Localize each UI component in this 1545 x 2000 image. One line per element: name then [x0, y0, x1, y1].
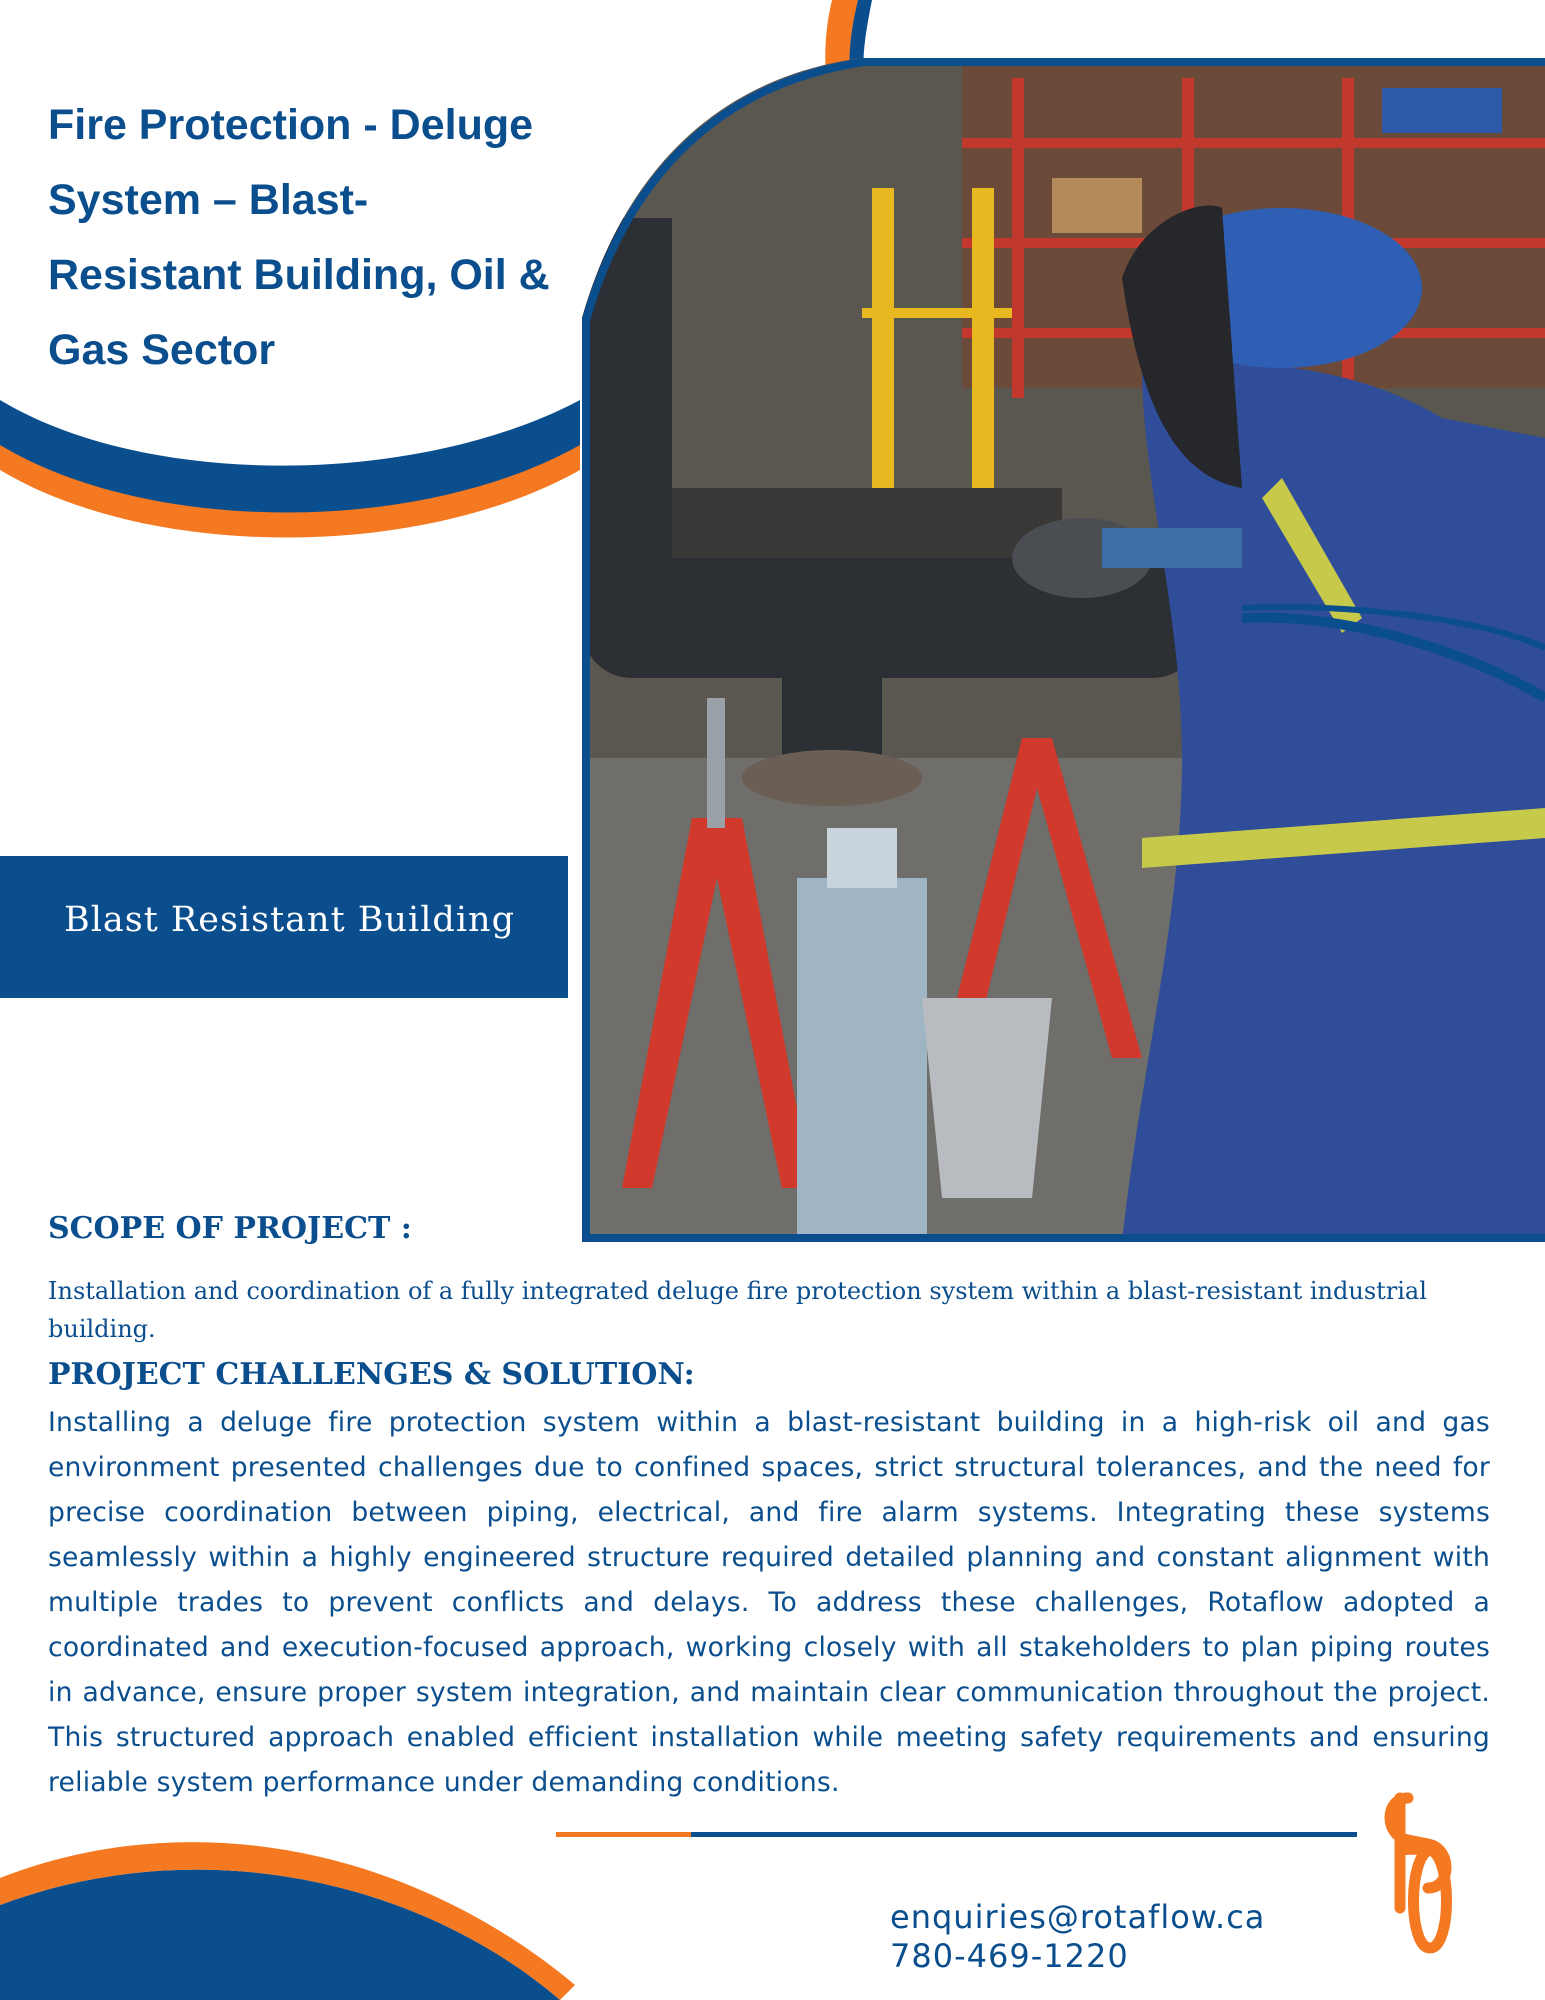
challenges-text: Installing a deluge fire protection system within a blast-resistant building in a high-risk oil and gas environment presented challenges due to confined spaces, strict structural tolerances, and the need for precise coordination between piping, electrical, and fire alarm systems. Integrating these systems seamlessly within a highly engineered structure required detailed planning and constant alignment with multiple trades to prevent conflicts and delays. To address these challenges, Rotaflow adopted a coordinated and execution-focused approach, working closely with all stakeholders to plan piping routes in advance, ensure proper system integration, and maintain clear communication throughout the project. This structured approach enabled efficient installation while meeting safety requirements and ensuring reliable system performance under demanding conditions.: [48, 1407, 1490, 1798]
title-line-2: System – Blast-: [48, 176, 369, 224]
scope-heading: SCOPE OF PROJECT :: [48, 1211, 412, 1246]
divider-orange: [556, 1832, 691, 1837]
title-line-4: Gas Sector: [48, 326, 276, 374]
document-title: [48, 88, 608, 388]
title-line-1: Fire Protection - Deluge: [48, 101, 534, 149]
scope-text: Installation and coordination of a fully integrated deluge fire protection system within a blast-resistant industrial building.: [48, 1277, 1427, 1343]
contact-phone[interactable]: 780-469-1220: [890, 1937, 1129, 1975]
contact-email[interactable]: enquiries@rotaflow.ca: [890, 1898, 1266, 1936]
title-line-3: Resistant Building, Oil &: [48, 251, 550, 299]
challenges-heading: PROJECT CHALLENGES & SOLUTION:: [48, 1357, 695, 1392]
project-photo: [582, 58, 1545, 1242]
divider-blue: [691, 1832, 1357, 1837]
workshop-illustration: [582, 58, 1545, 1242]
rotaflow-logo-mark: [1390, 1798, 1447, 1948]
banner-label: Blast Resistant Building: [64, 900, 515, 940]
